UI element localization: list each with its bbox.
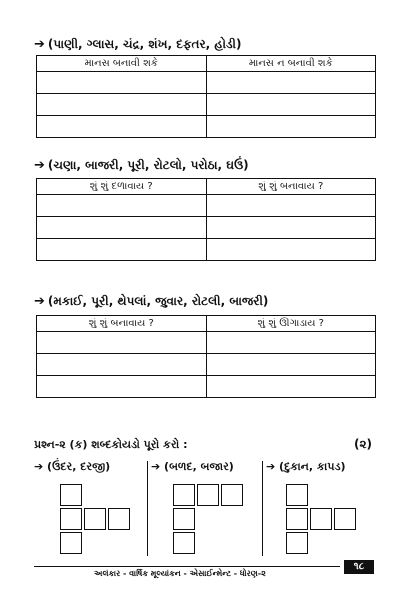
table-cell[interactable] [37,94,207,116]
crossword-cell[interactable] [60,484,82,506]
table-cell[interactable] [206,217,376,239]
question2-label: પ્રશ્ન-૨ (ક) શબ્દકોયડો પૂરો કરો : [34,438,188,451]
crossword-cell[interactable] [173,508,195,530]
crossword-cell[interactable] [108,508,130,530]
crossword-cell[interactable] [310,508,332,530]
section3-table [36,315,376,398]
table-cell[interactable] [206,116,376,138]
table-cell[interactable] [206,72,376,94]
table-cell[interactable] [206,332,376,354]
table-cell[interactable] [37,239,207,261]
arrow-right-icon: ➔ [34,460,48,473]
puzzle3-words: (દુકાન, કાપડ) [279,460,346,473]
crossword-cell[interactable] [334,508,356,530]
table-header: માનસ ન બનાવી શકે [206,56,376,72]
question2-marks: (૨) [354,437,373,451]
table-cell[interactable] [37,332,207,354]
puzzle1-heading [34,460,110,474]
puzzle2-heading [151,460,234,474]
table-cell[interactable] [37,195,207,217]
footer-rule [34,566,340,567]
arrow-right-icon: ➔ [34,294,45,309]
crossword-cell[interactable] [60,532,82,554]
table-header: શું શું બનાવાય ? [206,179,376,195]
table-cell[interactable] [37,354,207,376]
section3-heading [34,294,268,309]
arrow-right-icon: ➔ [151,460,165,473]
section1-heading [34,37,241,52]
crossword-cell[interactable] [84,508,106,530]
crossword-cell[interactable] [286,508,308,530]
column-divider [147,461,148,556]
crossword-cell[interactable] [60,508,82,530]
footer-text: અલંકાર - વાર્ષિક મૂલ્યાંકન - એસાઈન્મેન્ટ - ધોરણ-૨ [94,569,266,578]
table-cell[interactable] [206,94,376,116]
puzzle3-heading [266,460,346,474]
section1-words: (પાણી, ગ્લાસ, ચંદ્ર, શંખ, દફતર, હોડી) [47,37,242,51]
table-header: શું શું બનાવાય ? [37,316,207,332]
section2-heading [34,158,249,173]
arrow-right-icon: ➔ [34,158,45,173]
table-cell[interactable] [206,239,376,261]
table-cell[interactable] [37,72,207,94]
arrow-right-icon: ➔ [34,37,45,52]
table-header: શું શું દળાવાય ? [37,179,207,195]
table-header: શું શું ઊગાડાય ? [206,316,376,332]
puzzle1-words: (ઉંદર, દરજી) [47,460,111,473]
puzzle2-words: (બળદ, બજાર) [164,460,234,473]
crossword-cell[interactable] [286,532,308,554]
crossword-cell[interactable] [173,484,195,506]
column-divider [262,461,263,556]
table-cell[interactable] [206,354,376,376]
section1-table [36,55,376,138]
crossword-cell[interactable] [286,484,308,506]
crossword-cell[interactable] [197,484,219,506]
section3-words: (મકાઈ, પૂરી, થેપલાં, જુવાર, રોટલી, બાજરી) [47,294,269,308]
table-header: માનસ બનાવી શકે [37,56,207,72]
arrow-right-icon: ➔ [266,460,280,473]
table-cell[interactable] [206,376,376,398]
table-cell[interactable] [37,217,207,239]
section2-words: (ચણા, બાજરી, પૂરી, રોટલો, પરોઠા, ઘઉં) [47,158,249,172]
crossword-cell[interactable] [221,484,243,506]
section2-table [36,178,376,261]
crossword-cell[interactable] [173,532,195,554]
page-number: ૧૮ [344,560,374,574]
table-cell[interactable] [37,116,207,138]
table-cell[interactable] [37,376,207,398]
table-cell[interactable] [206,195,376,217]
